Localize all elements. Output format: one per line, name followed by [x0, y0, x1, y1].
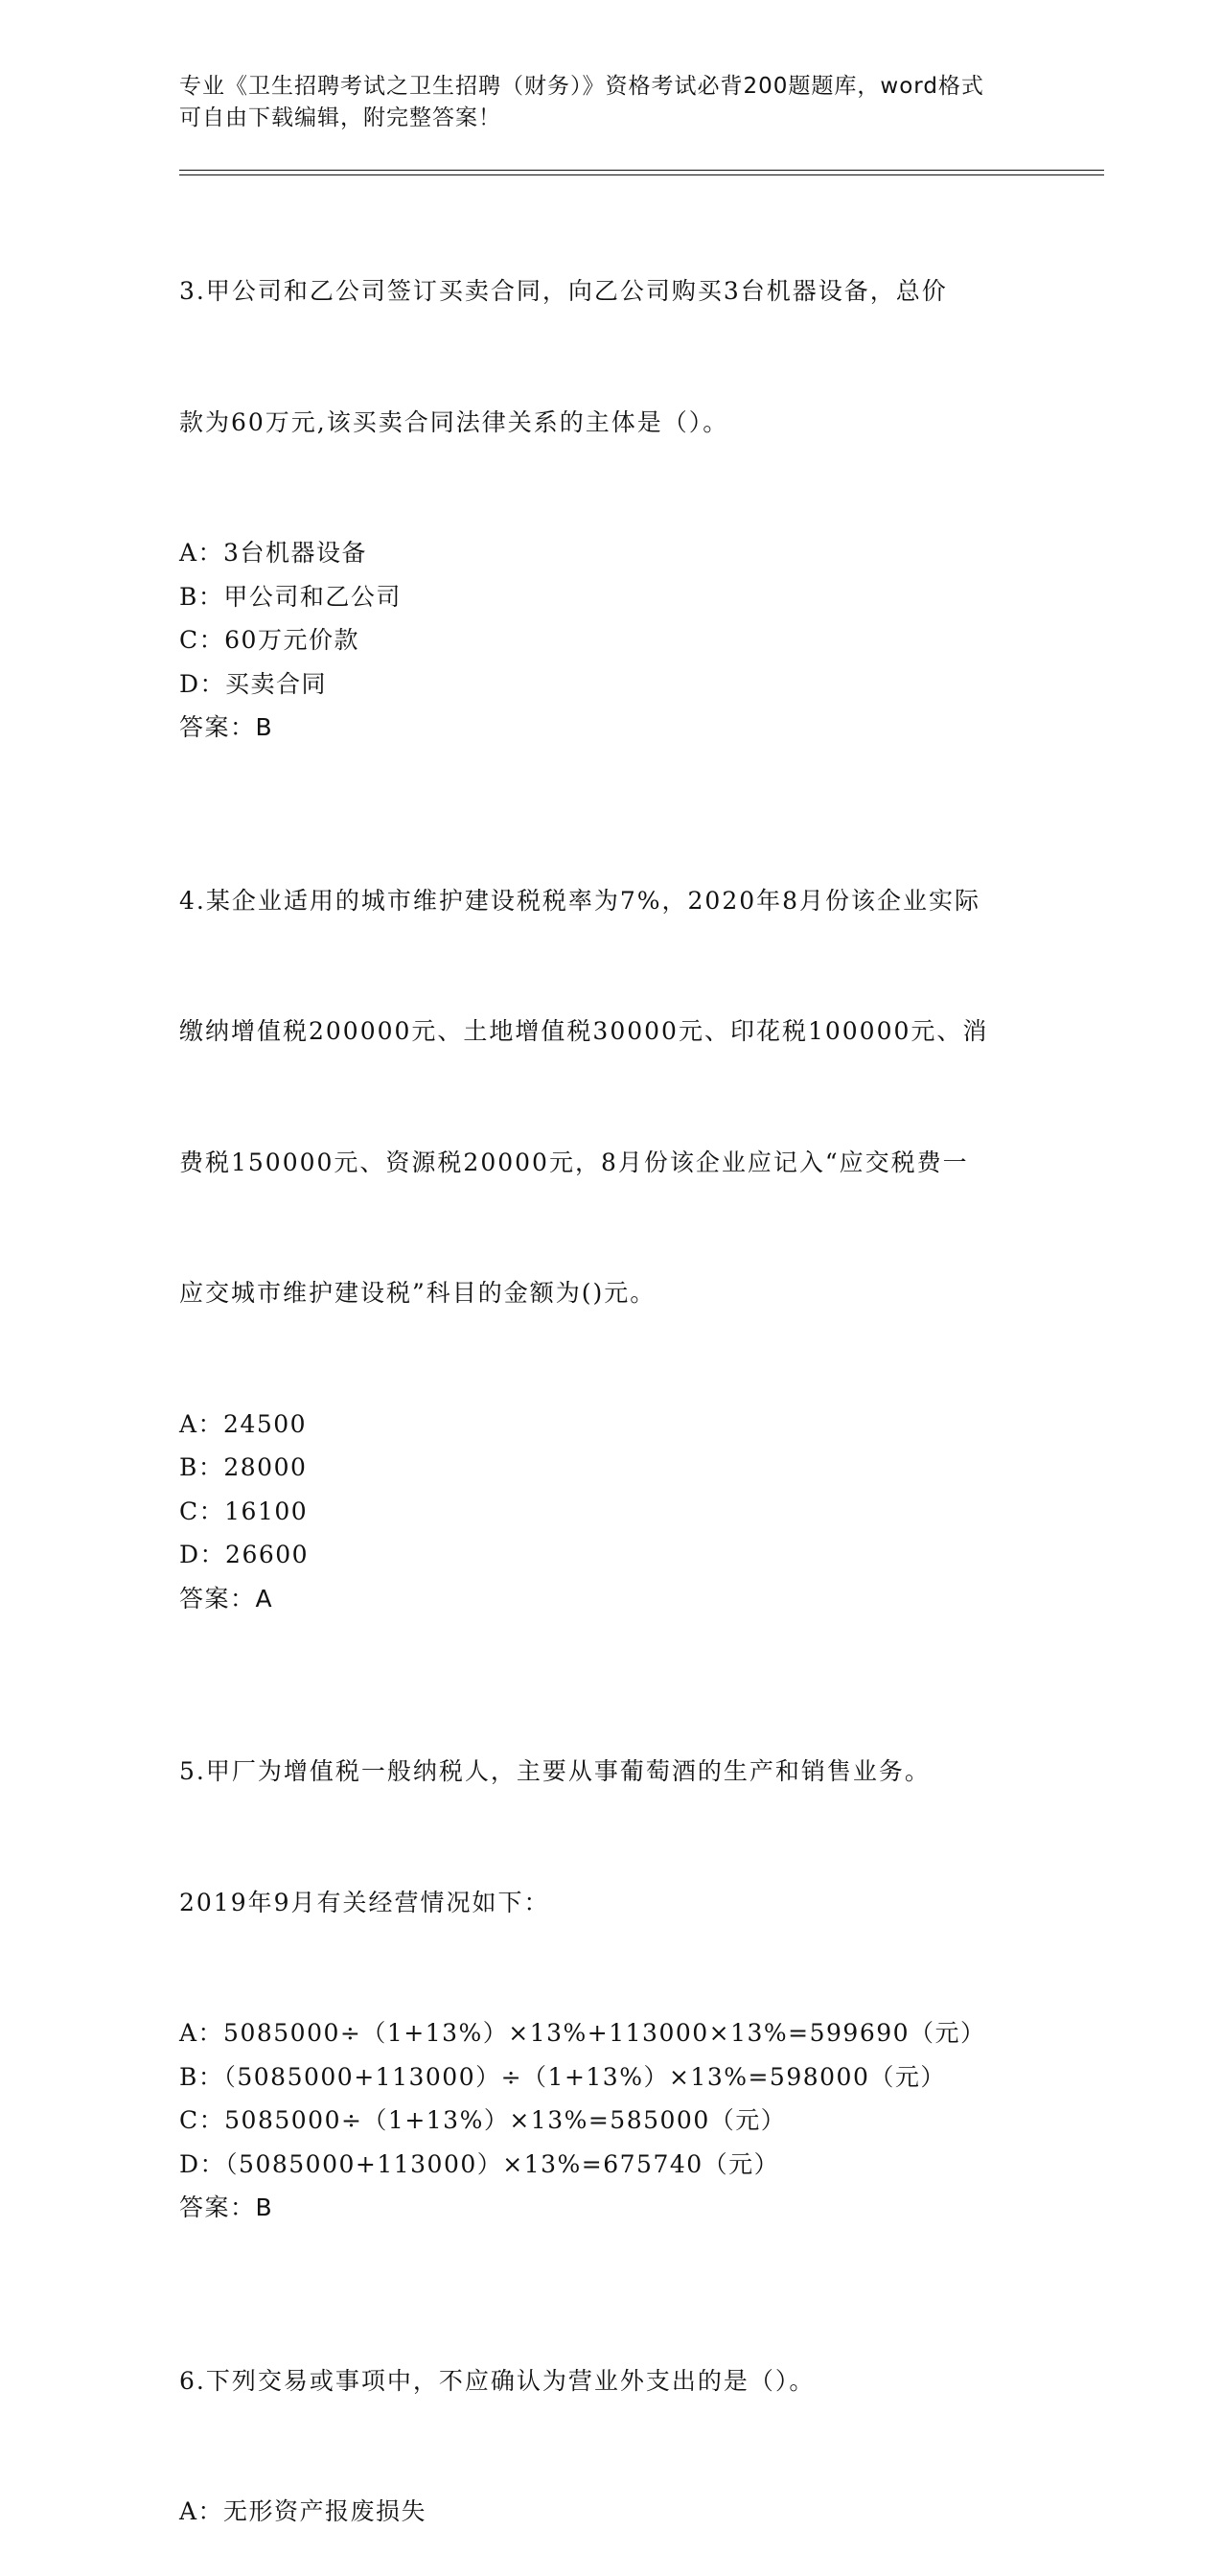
- answer-key: 答案：B: [179, 2193, 274, 2221]
- header-divider-bottom: [179, 174, 1104, 175]
- answer-key: 答案：A: [179, 1584, 274, 1613]
- question-line: 3.甲公司和乙公司签订买卖合同，向乙公司购买3台机器设备，总价: [179, 277, 948, 305]
- question-stem: [179, 2272, 1042, 2491]
- option-c: C：60万元价款: [179, 626, 359, 654]
- option-c: C：16100: [179, 1497, 309, 1525]
- question-line: 应交城市维护建设税”科目的金额为()元。: [179, 1279, 657, 1307]
- option-b: B：（5085000+113000）÷（1+13%）×13%=598000（元）: [179, 2062, 946, 2091]
- question-line: 6.下列交易或事项中，不应确认为营业外支出的是（）。: [179, 2366, 816, 2395]
- document-header: [179, 71, 1023, 134]
- option-d: D：买卖合同: [179, 669, 328, 698]
- option-b: B：28000: [179, 1453, 308, 1481]
- question-stem: [179, 1662, 1042, 2011]
- option-a: A：24500: [179, 1409, 308, 1438]
- option-b: B：甲公司和乙公司: [179, 582, 402, 611]
- question-6: [179, 2272, 1042, 2534]
- option-a: A：3台机器设备: [179, 539, 367, 567]
- option-d: D：26600: [179, 1541, 310, 1568]
- header-line-2: 可自由下载编辑，附完整答案！: [179, 105, 501, 130]
- question-line: 费税150000元、资源税20000元，8月份该企业应记入“应交税费一: [179, 1148, 969, 1176]
- option-a: A：无形资产报废损失: [179, 2497, 427, 2525]
- header-divider-top: [179, 170, 1104, 171]
- option-a: A：5085000÷（1+13%）×13%+113000×13%=599690（元）: [179, 2019, 986, 2047]
- question-list: [179, 182, 1042, 2576]
- header-line-1: 专业《卫生招聘考试之卫生招聘（财务）》资格考试必背200题题库，word格式: [179, 74, 984, 99]
- question-3: [179, 182, 1042, 750]
- answer-key: 答案：B: [179, 713, 274, 741]
- option-d: D：（5085000+113000）×13%=675740（元）: [179, 2149, 780, 2178]
- question-line: 5.甲厂为增值税一般纳税人，主要从事葡萄酒的生产和销售业务。: [179, 1757, 931, 1785]
- question-4: [179, 792, 1042, 1621]
- question-5: [179, 1662, 1042, 2230]
- option-c: C：5085000÷（1+13%）×13%=585000（元）: [179, 2106, 787, 2134]
- question-line: 款为60万元,该买卖合同法律关系的主体是（）。: [179, 407, 729, 436]
- question-stem: [179, 792, 1042, 1403]
- question-line: 2019年9月有关经营情况如下：: [179, 1888, 550, 1916]
- question-line: 4.某企业适用的城市维护建设税税率为7%，2020年8月份该企业实际: [179, 886, 981, 915]
- question-stem: [179, 182, 1042, 531]
- question-line: 缴纳增值税200000元、土地增值税30000元、印花税100000元、消: [179, 1017, 989, 1045]
